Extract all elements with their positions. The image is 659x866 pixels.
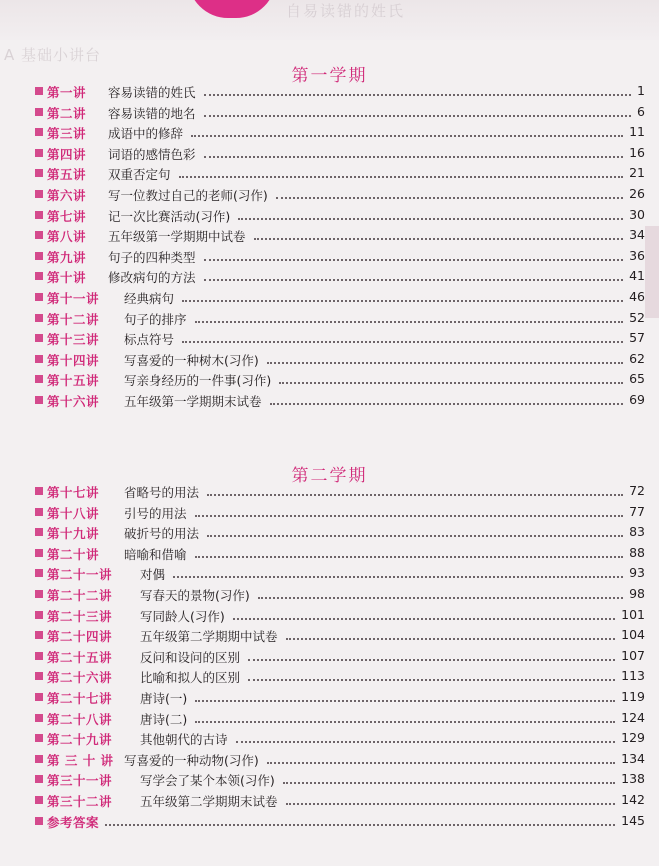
lecture-title: 写春天的景物(习作) [140, 587, 250, 603]
page-number: 6 [637, 103, 645, 119]
lecture-title: 修改病句的方法 [108, 270, 196, 286]
page-number: 57 [629, 330, 645, 346]
toc-entry[interactable] [0, 349, 659, 370]
dot-leader [173, 576, 623, 578]
lecture-title: 五年级第二学期期末试卷 [140, 793, 278, 809]
lecture-label: 第十一讲 [47, 290, 100, 306]
bullet-square-icon [35, 396, 43, 404]
lecture-label: 第十四讲 [47, 352, 100, 368]
bullet-square-icon [35, 528, 43, 536]
bullet-square-icon [35, 334, 43, 342]
lecture-title: 其他朝代的古诗 [140, 732, 228, 748]
lecture-label: 第二十讲 [47, 546, 100, 562]
dot-leader [195, 556, 624, 558]
lecture-label: 第九讲 [47, 249, 87, 265]
lecture-label: 第一讲 [47, 85, 87, 100]
page-number: 98 [629, 585, 645, 601]
dot-leader [182, 341, 623, 343]
toc-entry[interactable] [0, 584, 659, 605]
lecture-title: 破折号的用法 [124, 526, 200, 542]
lecture-label: 第二十二讲 [47, 587, 113, 603]
lecture-title: 经典病句 [124, 290, 175, 306]
dot-leader [276, 197, 623, 199]
bullet-square-icon [35, 252, 43, 260]
lecture-label: 第二十三讲 [47, 608, 113, 624]
dot-leader [195, 321, 624, 323]
page-number: 34 [629, 227, 645, 243]
dot-leader [286, 638, 616, 640]
dot-leader [248, 659, 615, 661]
dot-leader [195, 721, 615, 723]
bullet-square-icon [35, 775, 43, 783]
toc-entry[interactable] [0, 708, 659, 729]
page-number: 11 [629, 124, 645, 140]
lecture-label: 第十二讲 [47, 311, 100, 327]
lecture-title: 五年级第一学期期中试卷 [108, 229, 246, 245]
page-number: 46 [629, 288, 645, 304]
page-number: 30 [629, 206, 645, 222]
toc-entry[interactable] [0, 246, 659, 267]
lecture-title: 容易读错的姓氏 [108, 85, 196, 100]
lecture-label: 第二十九讲 [47, 732, 113, 748]
lecture-label: 第十七讲 [47, 485, 100, 500]
lecture-title: 引号的用法 [124, 505, 187, 521]
dot-leader [204, 279, 624, 281]
bullet-square-icon [35, 817, 43, 825]
toc-entry[interactable] [0, 522, 659, 543]
bullet-square-icon [35, 355, 43, 363]
dot-leader [207, 494, 623, 496]
page-number: 107 [621, 647, 645, 663]
lecture-label: 第二十七讲 [47, 690, 113, 706]
bullet-square-icon [35, 169, 43, 177]
lecture-label: 第三讲 [47, 126, 87, 142]
toc-entry[interactable] [0, 502, 659, 523]
lecture-title: 唐诗(二) [140, 711, 188, 727]
lecture-label: 第八讲 [47, 229, 87, 245]
dot-leader [279, 382, 623, 384]
page-number: 69 [629, 391, 645, 407]
toc-entry[interactable] [0, 687, 659, 708]
page-number: 119 [621, 688, 645, 704]
page-header-band [0, 0, 659, 40]
dot-leader [195, 515, 624, 517]
dot-leader [105, 824, 615, 826]
lecture-label: 第二十四讲 [47, 629, 113, 645]
lecture-label: 第二十五讲 [47, 649, 113, 665]
lecture-label: 第 三 十 讲 [47, 752, 114, 768]
dot-leader [207, 535, 623, 537]
bullet-square-icon [35, 487, 43, 495]
lecture-label: 第十五讲 [47, 373, 100, 389]
toc-entry[interactable] [0, 308, 659, 329]
dot-leader [204, 156, 624, 158]
lecture-title: 双重否定句 [108, 167, 171, 183]
bullet-square-icon [35, 652, 43, 660]
page-number: 52 [629, 309, 645, 325]
toc-entry[interactable] [0, 728, 659, 749]
bullet-square-icon [35, 128, 43, 136]
bullet-square-icon [35, 672, 43, 680]
lecture-label: 第十讲 [47, 270, 87, 286]
lecture-title: 写学会了某个本领(习作) [140, 773, 275, 789]
page-number: 41 [629, 268, 645, 284]
lecture-title: 写喜爱的一种树木(习作) [124, 352, 259, 368]
page-number: 134 [621, 750, 645, 766]
bullet-square-icon [35, 611, 43, 619]
page-number: 101 [621, 606, 645, 622]
bullet-square-icon [35, 375, 43, 383]
page-number: 77 [629, 503, 645, 519]
lecture-title: 五年级第二学期期中试卷 [140, 629, 278, 645]
bullet-square-icon [35, 631, 43, 639]
lecture-title: 写同龄人(习作) [140, 608, 225, 624]
dot-leader [236, 741, 616, 743]
bullet-square-icon [35, 508, 43, 516]
lecture-title: 写一位教过自己的老师(习作) [108, 187, 268, 203]
dot-leader [204, 259, 624, 261]
dot-leader [267, 362, 623, 364]
toc-entry[interactable] [0, 369, 659, 390]
lecture-label: 第二十一讲 [47, 567, 113, 583]
page-number: 142 [621, 791, 645, 807]
bullet-square-icon [35, 314, 43, 322]
toc-entry[interactable] [0, 225, 659, 246]
page-number: 36 [629, 247, 645, 263]
lecture-label: 第二十六讲 [47, 670, 113, 686]
lecture-label: 第十三讲 [47, 332, 100, 348]
lecture-label: 第三十一讲 [47, 773, 113, 789]
lecture-title: 唐诗(一) [140, 690, 188, 706]
header-decoration [188, 0, 276, 18]
lecture-title: 五年级第一学期期末试卷 [124, 393, 262, 409]
dot-leader [270, 403, 624, 405]
lecture-title: 写喜爱的一种动物(习作) [124, 752, 259, 768]
bullet-square-icon [35, 272, 43, 280]
page-number: 1 [637, 83, 645, 98]
page-number: 113 [621, 668, 645, 684]
lecture-title: 成语中的修辞 [108, 126, 184, 142]
page-number: 65 [629, 371, 645, 387]
lecture-label: 第二讲 [47, 105, 87, 121]
dot-leader [258, 597, 623, 599]
bullet-square-icon [35, 231, 43, 239]
bullet-square-icon [35, 87, 43, 95]
toc-entry[interactable] [0, 122, 659, 143]
dot-leader [204, 115, 632, 117]
lecture-label: 第十六讲 [47, 393, 100, 409]
term1-toc-list [0, 81, 659, 411]
page-number: 124 [621, 709, 645, 725]
page-number: 21 [629, 165, 645, 181]
toc-entry[interactable] [0, 666, 659, 687]
term2-toc-list [0, 481, 659, 831]
section-label-fragment: A 基础小讲台 [4, 46, 102, 64]
lecture-title: 写亲身经历的一件事(习作) [124, 373, 272, 389]
lecture-label: 第十八讲 [47, 505, 100, 521]
dot-leader [233, 618, 615, 620]
toc-entry[interactable] [0, 143, 659, 164]
bullet-square-icon [35, 108, 43, 116]
dot-leader [204, 94, 632, 96]
lecture-title: 比喻和拟人的区别 [140, 670, 241, 686]
bullet-square-icon [35, 693, 43, 701]
bullet-square-icon [35, 190, 43, 198]
toc-entry[interactable] [0, 811, 659, 832]
lecture-label: 第四讲 [47, 146, 87, 162]
toc-entry[interactable] [0, 543, 659, 564]
bullet-square-icon [35, 549, 43, 557]
lecture-title: 省略号的用法 [124, 485, 200, 500]
page-number: 83 [629, 524, 645, 540]
toc-entry[interactable] [0, 102, 659, 123]
lecture-title: 句子的排序 [124, 311, 187, 327]
lecture-label: 第二十八讲 [47, 711, 113, 727]
lecture-label: 第六讲 [47, 187, 87, 203]
bullet-square-icon [35, 569, 43, 577]
page-number: 93 [629, 565, 645, 581]
dot-leader [248, 679, 615, 681]
bullet-square-icon [35, 796, 43, 804]
header-title-fragment: 自易读错的姓氏 [286, 2, 406, 20]
toc-entry[interactable] [0, 266, 659, 287]
bullet-square-icon [35, 714, 43, 722]
toc-entry[interactable] [0, 790, 659, 811]
lecture-label: 第十九讲 [47, 526, 100, 542]
page-number: 72 [629, 483, 645, 498]
dot-leader [179, 176, 624, 178]
lecture-title: 标点符号 [124, 332, 175, 348]
page-number: 16 [629, 144, 645, 160]
toc-entry[interactable] [0, 328, 659, 349]
toc-entry[interactable] [0, 163, 659, 184]
toc-entry[interactable] [0, 625, 659, 646]
toc-entry[interactable] [0, 481, 659, 502]
toc-entry[interactable] [0, 184, 659, 205]
lecture-label: 参考答案 [47, 814, 100, 830]
dot-leader [191, 135, 623, 137]
toc-entry[interactable] [0, 205, 659, 226]
lecture-label: 第三十二讲 [47, 793, 113, 809]
bullet-square-icon [35, 755, 43, 763]
lecture-title: 反问和设问的区别 [140, 649, 241, 665]
page-number: 26 [629, 185, 645, 201]
dot-leader [267, 762, 615, 764]
bullet-square-icon [35, 734, 43, 742]
lecture-label: 第五讲 [47, 167, 87, 183]
toc-entry[interactable] [0, 646, 659, 667]
lecture-title: 对偶 [140, 567, 166, 583]
term1-title: 第一学期 [291, 66, 368, 86]
term2-title: 第二学期 [291, 466, 368, 486]
dot-leader [195, 700, 615, 702]
lecture-title: 句子的四种类型 [108, 249, 196, 265]
toc-entry[interactable] [0, 769, 659, 790]
lecture-title: 记一次比赛活动(习作) [108, 208, 231, 224]
page-number: 145 [621, 812, 645, 828]
lecture-title: 词语的感情色彩 [108, 146, 196, 162]
page-number: 62 [629, 350, 645, 366]
page-number: 104 [621, 627, 645, 643]
dot-leader [286, 803, 616, 805]
lecture-label: 第七讲 [47, 208, 87, 224]
toc-entry[interactable] [0, 287, 659, 308]
lecture-title: 暗喻和借喻 [124, 546, 187, 562]
bullet-square-icon [35, 211, 43, 219]
bullet-square-icon [35, 293, 43, 301]
toc-entry[interactable] [0, 749, 659, 770]
bullet-square-icon [35, 590, 43, 598]
lecture-title: 容易读错的地名 [108, 105, 196, 121]
page-number: 129 [621, 730, 645, 746]
dot-leader [283, 782, 615, 784]
page-number: 88 [629, 544, 645, 560]
toc-entry[interactable] [0, 81, 659, 102]
toc-entry[interactable] [0, 390, 659, 411]
dot-leader [254, 238, 624, 240]
toc-entry[interactable] [0, 605, 659, 626]
bullet-square-icon [35, 149, 43, 157]
page-number: 138 [621, 771, 645, 787]
dot-leader [238, 218, 623, 220]
toc-entry[interactable] [0, 563, 659, 584]
dot-leader [182, 300, 623, 302]
